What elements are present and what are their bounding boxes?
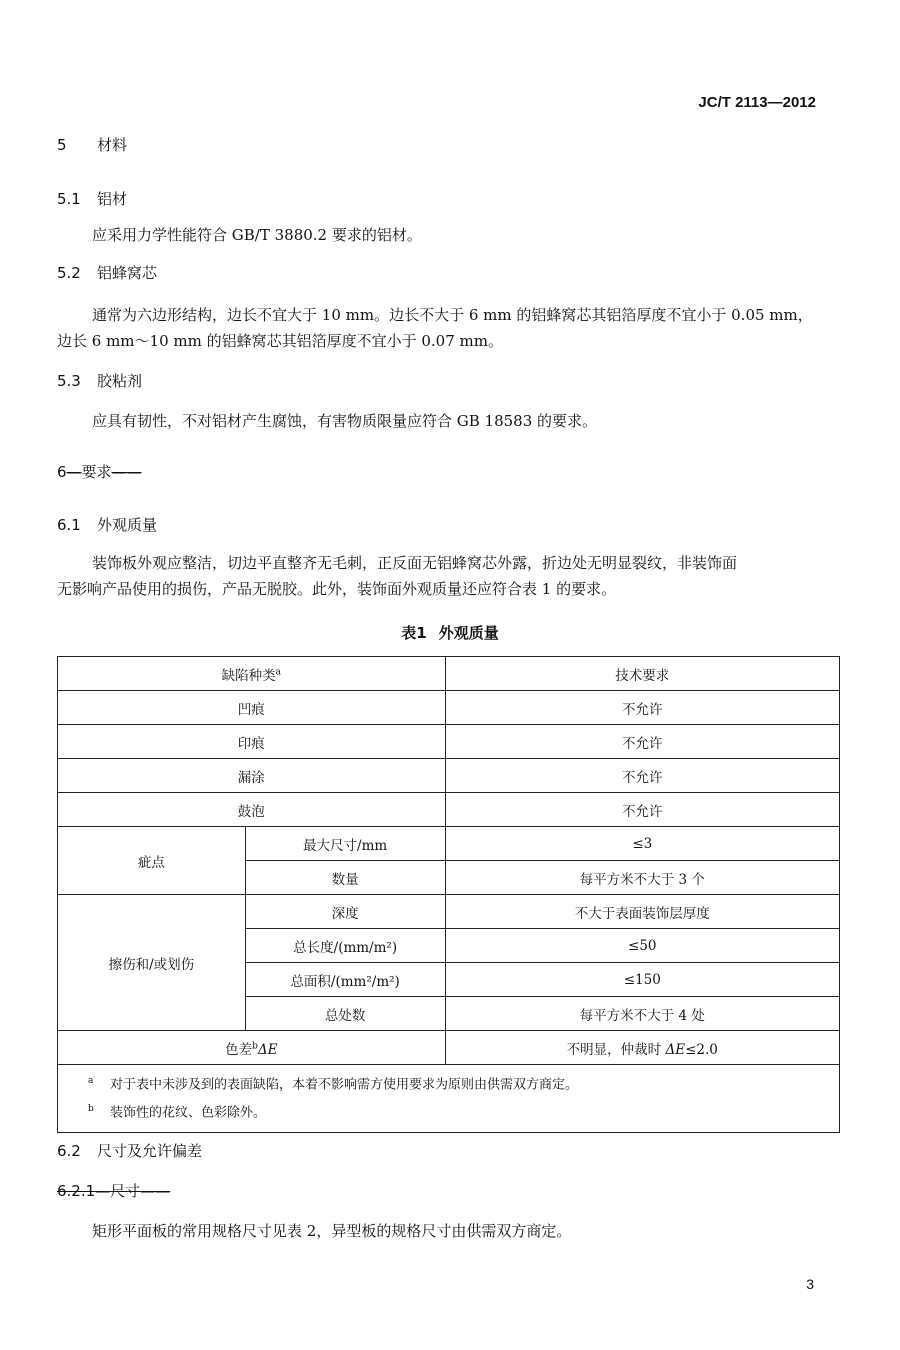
defect-cell: 鼓泡: [58, 793, 446, 827]
table-row: [58, 691, 840, 725]
spots-group-cell: 疵点: [58, 827, 246, 895]
section-5-2-heading: [57, 262, 157, 283]
section-number: 6.1: [57, 516, 81, 534]
footnote-ref: b: [252, 1041, 258, 1051]
section-5-1-heading: [57, 188, 127, 209]
item-cell: 总处数: [245, 997, 445, 1031]
section-6-1-text-line2: 无影响产品使用的损伤，产品无脱胶。此外，装饰面外观质量还应符合表 1 的要求。: [57, 580, 617, 598]
table-caption-number: 表1: [401, 624, 427, 642]
section-number: 5.1: [57, 190, 81, 208]
requirement-cell: ≤3: [445, 827, 839, 861]
item-cell: 最大尺寸/mm: [245, 827, 445, 861]
section-number: 5: [57, 136, 67, 154]
section-5-3-heading: [57, 370, 142, 391]
section-title: 铝材: [97, 190, 128, 208]
section-title: 胶粘剂: [97, 372, 143, 390]
section-title: 要求: [81, 463, 112, 481]
section-title: 尺寸: [110, 1182, 141, 1200]
section-6-2-heading: [57, 1140, 202, 1161]
section-title: 外观质量: [97, 516, 158, 534]
table-row: [58, 725, 840, 759]
section-title: 铝蜂窝芯: [97, 264, 158, 282]
table-note: a 对于表中未涉及到的表面缺陷，本着不影响需方使用要求为原则由供需双方商定。: [88, 1076, 579, 1093]
item-cell: 总面积/(mm²/m²): [245, 963, 445, 997]
table-row: [58, 895, 840, 929]
requirement-cell: 不允许: [445, 725, 839, 759]
section-number: 6: [57, 463, 67, 481]
table-row: [58, 759, 840, 793]
requirement-cell: ≤150: [445, 963, 839, 997]
table-caption-title: 外观质量: [438, 624, 499, 642]
appearance-quality-table: [57, 656, 840, 1133]
table-row: [58, 793, 840, 827]
section-number: 5.3: [57, 372, 81, 390]
page-number: 3: [806, 1276, 814, 1292]
requirement-cell: 不允许: [445, 759, 839, 793]
section-6-1-heading: [57, 514, 157, 535]
item-cell: 数量: [245, 861, 445, 895]
table-notes-cell: [58, 1065, 840, 1133]
header-defect-cell: 缺陷种类$^a$: [58, 657, 446, 691]
standard-code: JC/T 2113—2012: [698, 94, 816, 111]
section-5-2-text-line1: 通常为六边形结构，边长不宜大于 10 mm。边长不大于 6 mm 的铝蜂窝芯其铝箔厚度不宜小于 0.05 mm，: [92, 306, 813, 324]
scratches-group-cell: 擦伤和/或划伤: [58, 895, 246, 1031]
requirement-cell: 不明显，仲裁时 ΔE≤2.0: [445, 1031, 839, 1065]
section-5-2-text-line2: 边长 6 mm～10 mm 的铝蜂窝芯其铝箔厚度不宜小于 0.07 mm。: [57, 332, 503, 350]
requirement-cell: 不允许: [445, 691, 839, 725]
table-notes-row: [58, 1065, 840, 1133]
section-number: 5.2: [57, 264, 81, 282]
section-5-3-text: 应具有韧性，不对铝材产生腐蚀，有害物质限量应符合 GB 18583 的要求。: [92, 412, 598, 430]
section-5-1-text: 应采用力学性能符合 GB/T 3880.2 要求的铝材。: [92, 226, 422, 244]
item-cell: 总长度/(mm/m²): [245, 929, 445, 963]
defect-cell: 凹痕: [58, 691, 446, 725]
section-6-2-1-text: 矩形平面板的常用规格尺寸见表 2，异型板的规格尺寸由供需双方商定。: [92, 1222, 572, 1240]
section-number: 6.2.1: [57, 1182, 96, 1200]
section-title: 尺寸及允许偏差: [97, 1142, 203, 1160]
defect-cell: 漏涂: [58, 759, 446, 793]
color-diff-cell: 色差$^b$ΔE: [58, 1031, 446, 1065]
requirement-cell: 每平方米不大于 3 个: [445, 861, 839, 895]
section-6-2-1-heading: 6.2.1—尺寸——: [57, 1182, 171, 1200]
requirement-cell: 不允许: [445, 793, 839, 827]
table-1-caption: [0, 622, 900, 643]
table-header-row: [58, 657, 840, 691]
footnote-ref: a: [275, 667, 281, 677]
table-note: b 装饰性的花纹、色彩除外。: [88, 1104, 267, 1121]
item-cell: 深度: [245, 895, 445, 929]
section-5-heading: [57, 134, 127, 155]
table-row: [58, 827, 840, 861]
defect-cell: 印痕: [58, 725, 446, 759]
requirement-cell: ≤50: [445, 929, 839, 963]
section-number: 6.2: [57, 1142, 81, 1160]
table-row: [58, 1031, 840, 1065]
section-title: 材料: [97, 136, 128, 154]
requirement-cell: 不大于表面装饰层厚度: [445, 895, 839, 929]
requirement-cell: 每平方米不大于 4 处: [445, 997, 839, 1031]
header-requirement-cell: 技术要求: [445, 657, 839, 691]
section-6-heading: 6—要求——: [57, 463, 142, 481]
section-6-1-text-line1: 装饰板外观应整洁，切边平直整齐无毛刺，正反面无铝蜂窝芯外露，折边处无明显裂纹，非装饰面: [92, 554, 738, 572]
